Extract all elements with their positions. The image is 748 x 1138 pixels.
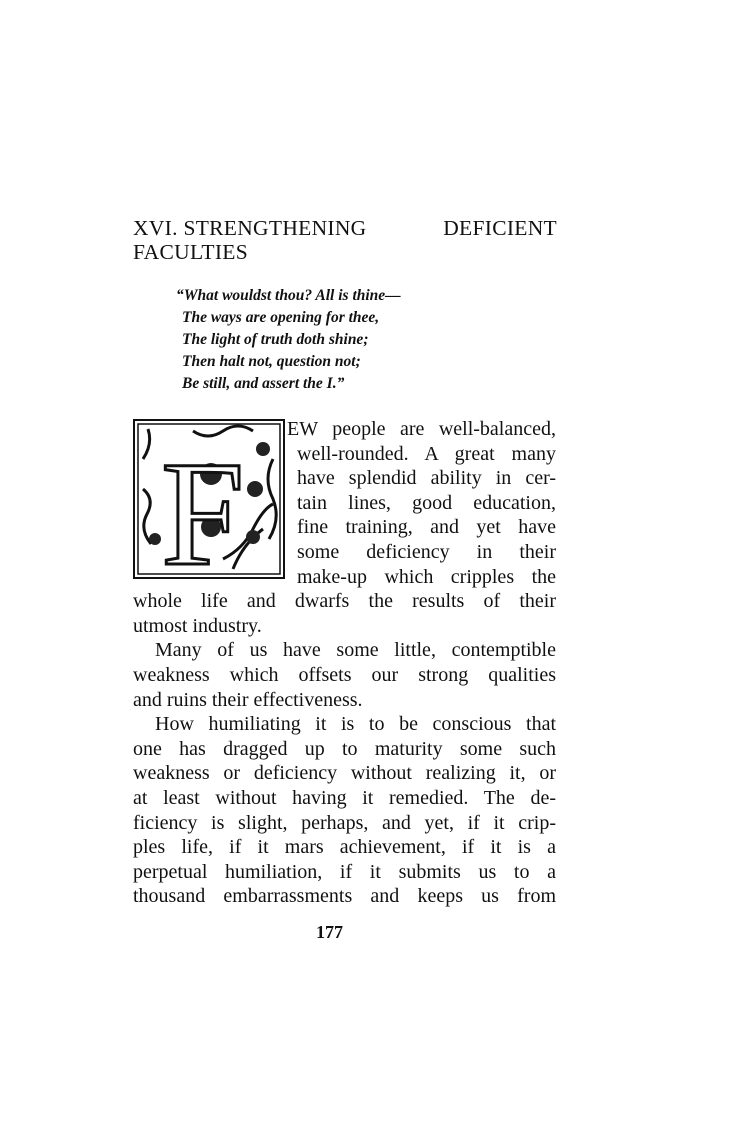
epigraph-line: The ways are opening for thee, [182,309,380,326]
body-line: weakness which offsets our strong qualities [133,664,556,686]
body-line: weakness or deficiency without realizing it, or [133,762,556,785]
body-line: utmost industry. [133,614,262,637]
body-line: and ruins their effectiveness. [133,688,363,711]
chapter-title-left: XVI. STRENGTHENING [133,216,367,240]
body-line: How humiliating it is to be conscious that [155,713,556,736]
chapter-title-line2: FACULTIES [133,240,248,264]
body-line: well-rounded. A great many [297,442,556,465]
body-line: tain lines, good education, [297,491,556,514]
body-line: whole life and dwarfs the results of their [133,590,556,613]
body-line: fine training, and yet have [297,516,556,539]
epigraph-line: Then halt not, question not; [182,353,361,370]
body-line: ficiency is slight, perhaps, and yet, if it crip- [133,811,556,834]
body-line: have splendid ability in cer- [297,467,556,490]
chapter-title-right: DEFICIENT [443,216,557,240]
body-line: some deficiency in their [297,541,556,563]
body-line: one has dragged up to maturity some such [133,737,556,760]
chapter-title [133,216,557,240]
ornamental-drop-cap [133,419,285,579]
body-line: at least without having it remedied. The de- [133,787,556,809]
body-line: ples life, if it mars achievement, if it is a [133,836,556,859]
body-line: EW people are well-balanced, [287,418,556,440]
epigraph [176,285,401,395]
epigraph-line: The light of truth doth shine; [182,331,369,348]
body-line: make-up which cripples the [297,565,556,588]
epigraph-line: “What wouldst thou? All is thine— [176,287,401,304]
body-line: Many of us have some little, contemptible [155,639,556,662]
page-number: 177 [316,922,343,942]
body-line: perpetual humiliation, if it submits us to a [133,860,556,883]
epigraph-line: Be still, and assert the I.” [182,375,345,392]
drop-cap-letter: F [161,431,245,579]
body-line: thousand embarrassments and keeps us from [133,885,556,908]
